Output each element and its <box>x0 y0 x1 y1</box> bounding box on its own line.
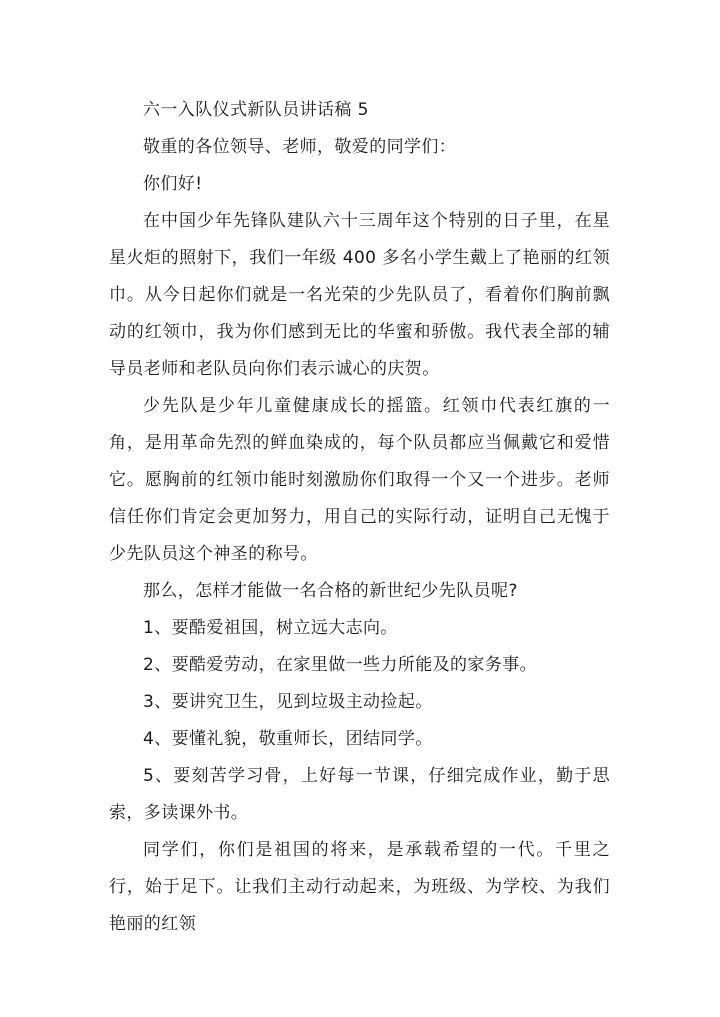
list-item: 4、要懂礼貌，敬重师长，团结同学。 <box>143 729 433 749</box>
list-item: 2、要酷爱劳动，在家里做一些力所能及的家务事。 <box>143 655 538 675</box>
greeting: 你们好! <box>143 174 203 194</box>
salutation: 敬重的各位领导、老师，敬爱的同学们： <box>143 137 457 157</box>
list-item: 3、要讲究卫生，见到垃圾主动捡起。 <box>143 692 433 712</box>
list-item: 1、要酷爱祖国，树立远大志向。 <box>143 618 398 638</box>
paragraph: 在中国少年先锋队建队六十三周年这个特别的日子里，在星星火炬的照射下，我们一年级 400 多名小学生戴上了艳丽的红领巾。从今日起你们就是一名光荣的少先队员了，看着你们胸前飘动的红领巾，我为你们感到无比的华蜜和骄傲。我代表全部的辅导员老师和老队员向你们表示诚心的庆贺。 <box>109 211 610 379</box>
question-line: 那么，怎样才能做一名合格的新世纪少先队员呢? <box>143 581 518 601</box>
document-body <box>109 92 610 943</box>
document-title: 六一入队仪式新队员讲话稿 5 <box>143 100 369 120</box>
closing-paragraph: 同学们，你们是祖国的将来，是承载希望的一代。千里之行，始于足下。让我们主动行动起来，为班级、为学校、为我们艳丽的红领 <box>109 840 610 934</box>
paragraph: 少先队是少年儿童健康成长的摇篮。红领巾代表红旗的一角，是用革命先烈的鲜血染成的，每个队员都应当佩戴它和爱惜它。愿胸前的红领巾能时刻激励你们取得一个又一个进步。老师信任你们肯定会更加努力，用自己的实际行动，证明自己无愧于少先队员这个神圣的称号。 <box>109 396 610 564</box>
list-item: 5、要刻苦学习骨，上好每一节课，仔细完成作业，勤于思索，多读课外书。 <box>109 766 610 823</box>
